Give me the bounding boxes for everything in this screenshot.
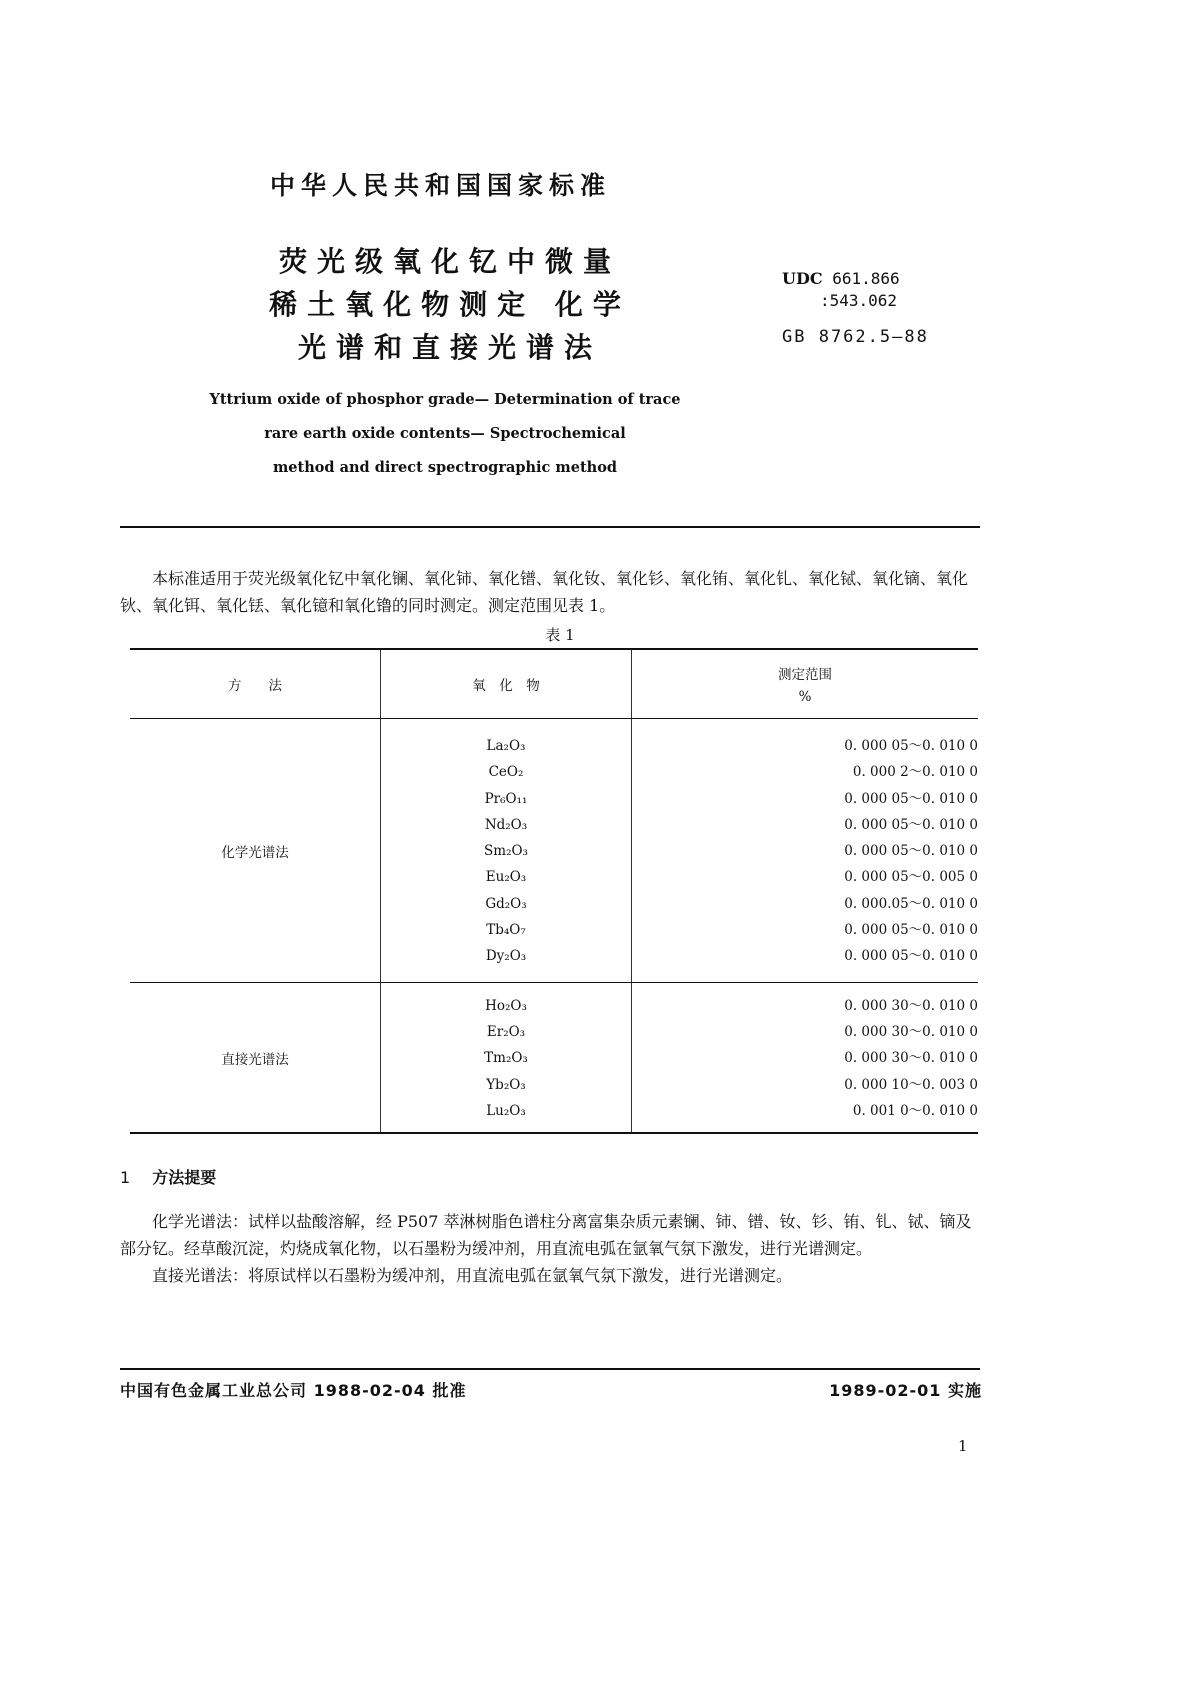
method-cell: 化学光谱法 [130,719,381,983]
header-oxide: 氧 化 物 [381,649,632,719]
section-body [120,1208,982,1289]
section-heading [120,1165,216,1188]
range-cell: 0. 000.05～0. 010 0 [844,895,978,912]
oxide-cell: Eu₂O₃ [485,869,527,886]
header-method: 方 法 [130,649,381,719]
title-line: 光谱和直接光谱法 [297,331,602,364]
range-cell: 0. 000 05～0. 010 0 [844,922,978,939]
range-cell: 0. 001 0～0. 010 0 [852,1102,978,1119]
range-cell: 0. 000 05～0. 010 0 [844,948,978,965]
english-title [200,383,690,485]
range-cell: 0. 000 30～0. 010 0 [844,1050,978,1067]
oxide-cell: La₂O₃ [486,738,526,754]
table-caption: 表 1 [545,626,575,644]
udc-label: UDC [782,269,823,288]
document-title [245,240,655,369]
intro-text: 本标准适用于荧光级氧化钇中氧化镧、氧化铈、氧化镨、氧化钕、氧化钐、氧化铕、氧化钆、氧化铽、氧化镝、氧化钬、氧化铒、氧化铥、氧化镱和氧化镥的同时测定。测定范围见表 1。 [120,569,969,615]
english-title-line: Yttrium oxide of phosphor grade— Determination of trace [209,391,681,408]
oxide-list [381,719,632,983]
range-cell: 0. 000 2～0. 010 0 [852,764,978,781]
oxide-cell: Lu₂O₃ [486,1102,526,1119]
footer-divider [120,1368,980,1370]
oxide-cell: Er₂O₃ [486,1023,526,1040]
udc-code [782,268,900,312]
range-cell: 0. 000 05～0. 010 0 [844,790,978,807]
page-number: 1 [958,1437,968,1455]
oxide-cell: Sm₂O₃ [484,843,528,860]
range-cell: 0. 000 30～0. 010 0 [844,1023,978,1040]
oxide-cell: Tm₂O₃ [484,1050,528,1067]
intro-paragraph [120,565,982,619]
header-range: 测定范围 % [632,649,979,719]
effective-date: 1989-02-01 实施 [829,1381,982,1400]
range-cell: 0. 000 05～0. 010 0 [844,816,978,833]
range-list [632,719,979,983]
method-cell: 直接光谱法 [130,982,381,1133]
title-line: 稀土氧化物测定 化学 [269,288,631,321]
section-paragraph: 直接光谱法：将原试样以石墨粉为缓冲剂，用直流电弧在氩氧气氛下激发，进行光谱测定。 [152,1266,793,1285]
english-title-line: method and direct spectrographic method [272,459,618,476]
section-paragraph: 化学光谱法：试样以盐酸溶解，经 P507 萃淋树脂色谱柱分离富集杂质元素镧、铈、镨、钕、钐、铕、钆、铽、镝及部分钇。经草酸沉淀，灼烧成氧化物，以石墨粉为缓冲剂，用直流电弧在氩氧气氛下激发，进行光谱测定。 [120,1212,972,1258]
range-cell: 0. 000 05～0. 010 0 [844,843,978,860]
section-number: 1 [120,1168,131,1187]
udc-line2: :543.062 [820,291,898,310]
oxide-cell: CeO₂ [488,764,524,781]
oxide-cell: Ho₂O₃ [485,997,527,1014]
header-range-unit: % [798,689,812,705]
oxide-cell: Pr₆O₁₁ [484,790,528,807]
udc-line1: 661.866 [832,269,900,288]
oxide-cell: Gd₂O₃ [485,895,527,912]
gb-number: GB 8762.5—88 [782,327,929,347]
standard-type: 中华人民共和国国家标准 [270,171,612,200]
table-group [130,982,978,1133]
header-divider [120,526,980,528]
range-cell: 0. 000 10～0. 003 0 [844,1076,978,1093]
oxide-list [381,982,632,1133]
range-list [632,982,979,1133]
oxide-cell: Dy₂O₃ [485,948,527,965]
oxide-cell: Tb₄O₇ [486,922,526,939]
range-table [130,648,978,1134]
title-line: 荧光级氧化钇中微量 [278,245,621,278]
range-cell: 0. 000 30～0. 010 0 [844,997,978,1014]
oxide-cell: Nd₂O₃ [484,816,528,833]
section-title: 方法提要 [152,1168,217,1187]
oxide-cell: Yb₂O₃ [486,1076,526,1093]
english-title-line: rare earth oxide contents— Spectrochemical [264,425,626,442]
range-cell: 0. 000 05～0. 005 0 [844,869,978,886]
approval-text: 中国有色金属工业总公司 1988-02-04 批准 [120,1381,467,1400]
table-group [130,719,978,983]
range-cell: 0. 000 05～0. 010 0 [844,738,978,754]
